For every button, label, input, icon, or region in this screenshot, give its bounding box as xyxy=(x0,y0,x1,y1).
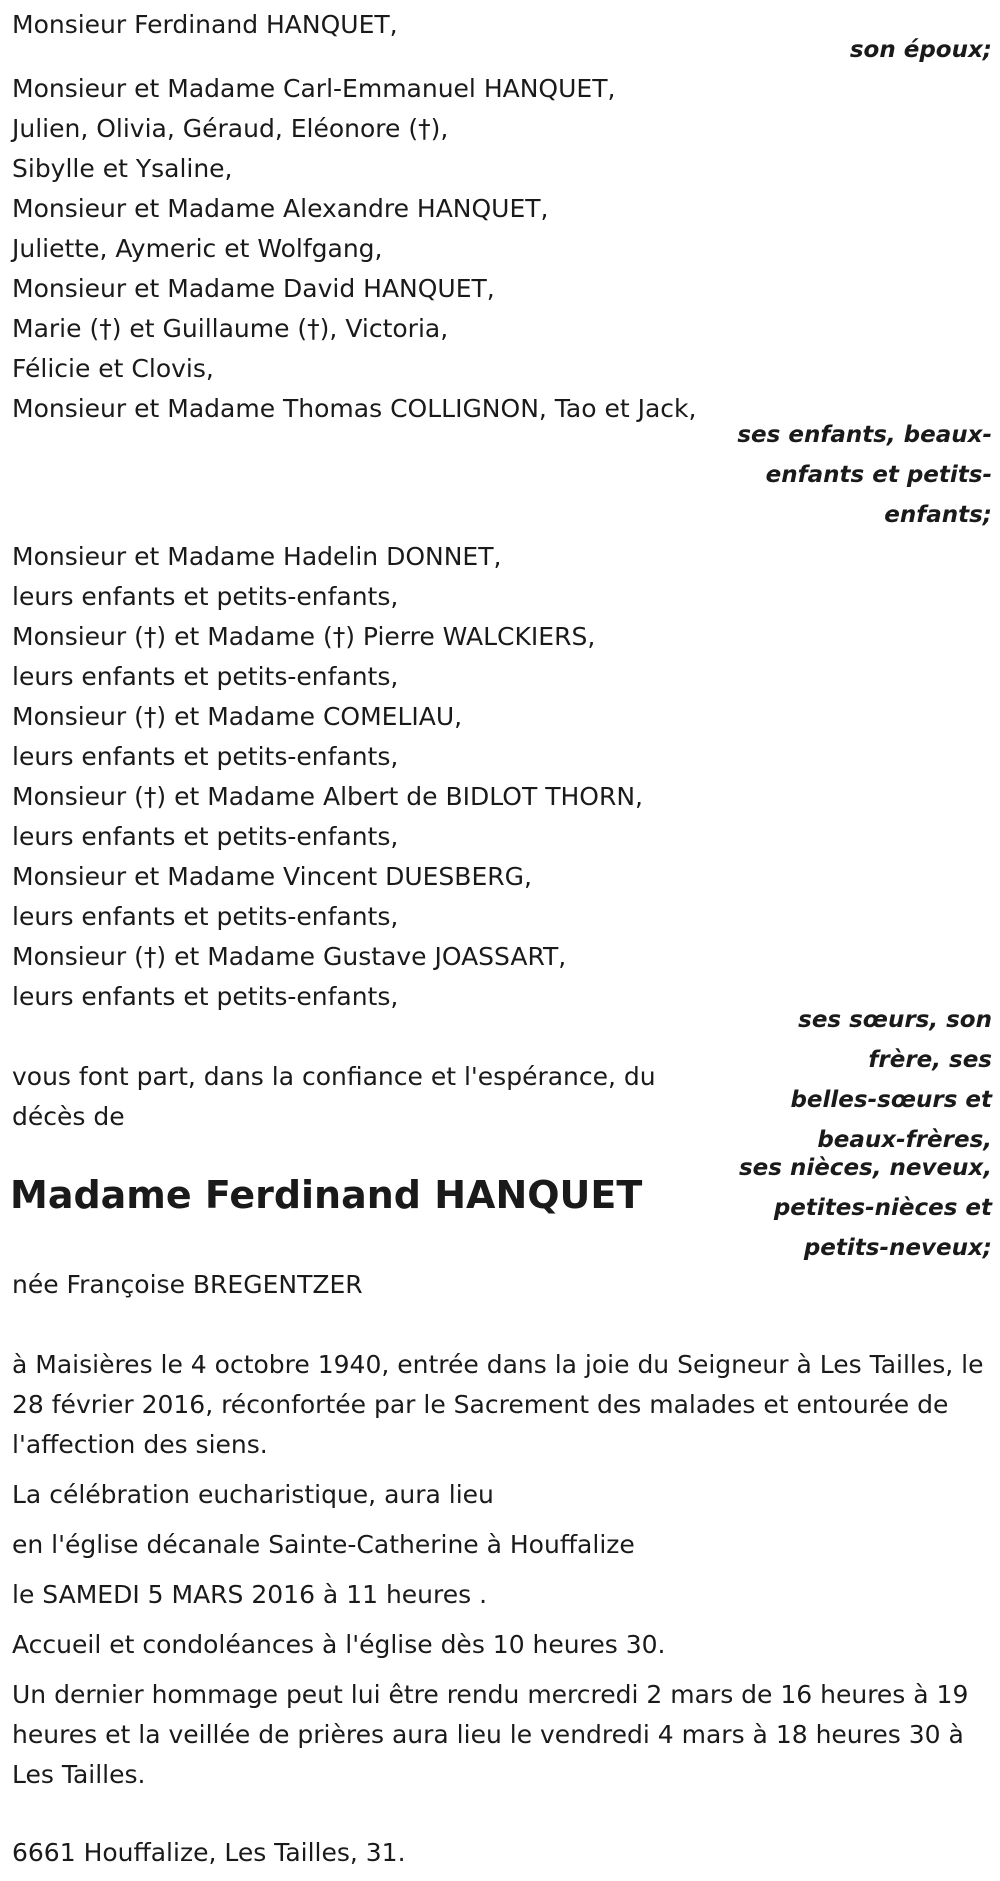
intro-line: vous font part, dans la confiance et l'espérance, du xyxy=(12,1062,656,1091)
family-line: Sibylle et Ysaline, xyxy=(12,154,233,183)
husband-line: Monsieur Ferdinand HANQUET, xyxy=(12,10,398,39)
nephews-relation: petits-neveux; xyxy=(803,1235,992,1261)
family-line: Monsieur et Madame David HANQUET, xyxy=(12,274,495,303)
nephews-relation: petites-nièces et xyxy=(773,1195,992,1221)
family-line: Julien, Olivia, Géraud, Eléonore (†), xyxy=(12,114,449,143)
celebration-date: le SAMEDI 5 MARS 2016 à 11 heures . xyxy=(12,1580,488,1609)
family-line: leurs enfants et petits-enfants, xyxy=(12,582,399,611)
condolences-line: Accueil et condoléances à l'église dès 10 heures 30. xyxy=(12,1630,666,1659)
family-line: leurs enfants et petits-enfants, xyxy=(12,742,399,771)
children-relation: ses enfants, beaux- xyxy=(737,422,992,448)
family-line: Juliette, Aymeric et Wolfgang, xyxy=(12,234,383,263)
siblings-relation: ses sœurs, son xyxy=(798,1007,992,1033)
family-line: Monsieur et Madame Hadelin DONNET, xyxy=(12,542,502,571)
family-line: Monsieur et Madame Vincent DUESBERG, xyxy=(12,862,532,891)
family-line: Monsieur (†) et Madame COMELIAU, xyxy=(12,702,463,731)
family-line: Monsieur (†) et Madame (†) Pierre WALCKIERS, xyxy=(12,622,596,651)
intro-line: décès de xyxy=(12,1102,125,1131)
siblings-relation: frère, ses xyxy=(868,1047,992,1073)
family-line: Félicie et Clovis, xyxy=(12,354,214,383)
husband-relation: son époux; xyxy=(849,37,992,63)
siblings-relation: beaux-frères, xyxy=(817,1127,992,1153)
siblings-relation: belles-sœurs et xyxy=(790,1087,992,1113)
maiden-name: née Françoise BREGENTZER xyxy=(12,1270,363,1299)
children-relation: enfants; xyxy=(884,502,992,528)
family-line: Monsieur et Madame Carl-Emmanuel HANQUET, xyxy=(12,74,616,103)
family-line: Monsieur (†) et Madame Albert de BIDLOT THORN, xyxy=(12,782,643,811)
family-line: Monsieur et Madame Alexandre HANQUET, xyxy=(12,194,549,223)
celebration-location: en l'église décanale Sainte-Catherine à Houffalize xyxy=(12,1530,635,1559)
nephews-relation: ses nièces, neveux, xyxy=(738,1155,992,1181)
address-line: 6661 Houffalize, Les Tailles, 31. xyxy=(12,1838,406,1867)
family-line: Monsieur et Madame Thomas COLLIGNON, Tao et Jack, xyxy=(12,394,697,423)
family-line: leurs enfants et petits-enfants, xyxy=(12,902,399,931)
deceased-name: Madame Ferdinand HANQUET xyxy=(10,1173,643,1217)
death-details: à Maisières le 4 octobre 1940, entrée dans la joie du Seigneur à Les Tailles, le 28 février 2016, réconfortée par le Sacrement des malades et entourée de l'affection des siens. xyxy=(12,1350,984,1459)
children-relation: enfants et petits- xyxy=(765,462,992,488)
family-line: Marie (†) et Guillaume (†), Victoria, xyxy=(12,314,449,343)
family-line: leurs enfants et petits-enfants, xyxy=(12,822,399,851)
family-line: leurs enfants et petits-enfants, xyxy=(12,982,399,1011)
celebration-line: La célébration eucharistique, aura lieu xyxy=(12,1480,494,1509)
tribute-paragraph: Un dernier hommage peut lui être rendu mercredi 2 mars de 16 heures à 19 heures et la veillée de prières aura lieu le vendredi 4 mars à 18 heures 30 à Les Tailles. xyxy=(12,1680,969,1789)
family-line: Monsieur (†) et Madame Gustave JOASSART, xyxy=(12,942,567,971)
family-line: leurs enfants et petits-enfants, xyxy=(12,662,399,691)
